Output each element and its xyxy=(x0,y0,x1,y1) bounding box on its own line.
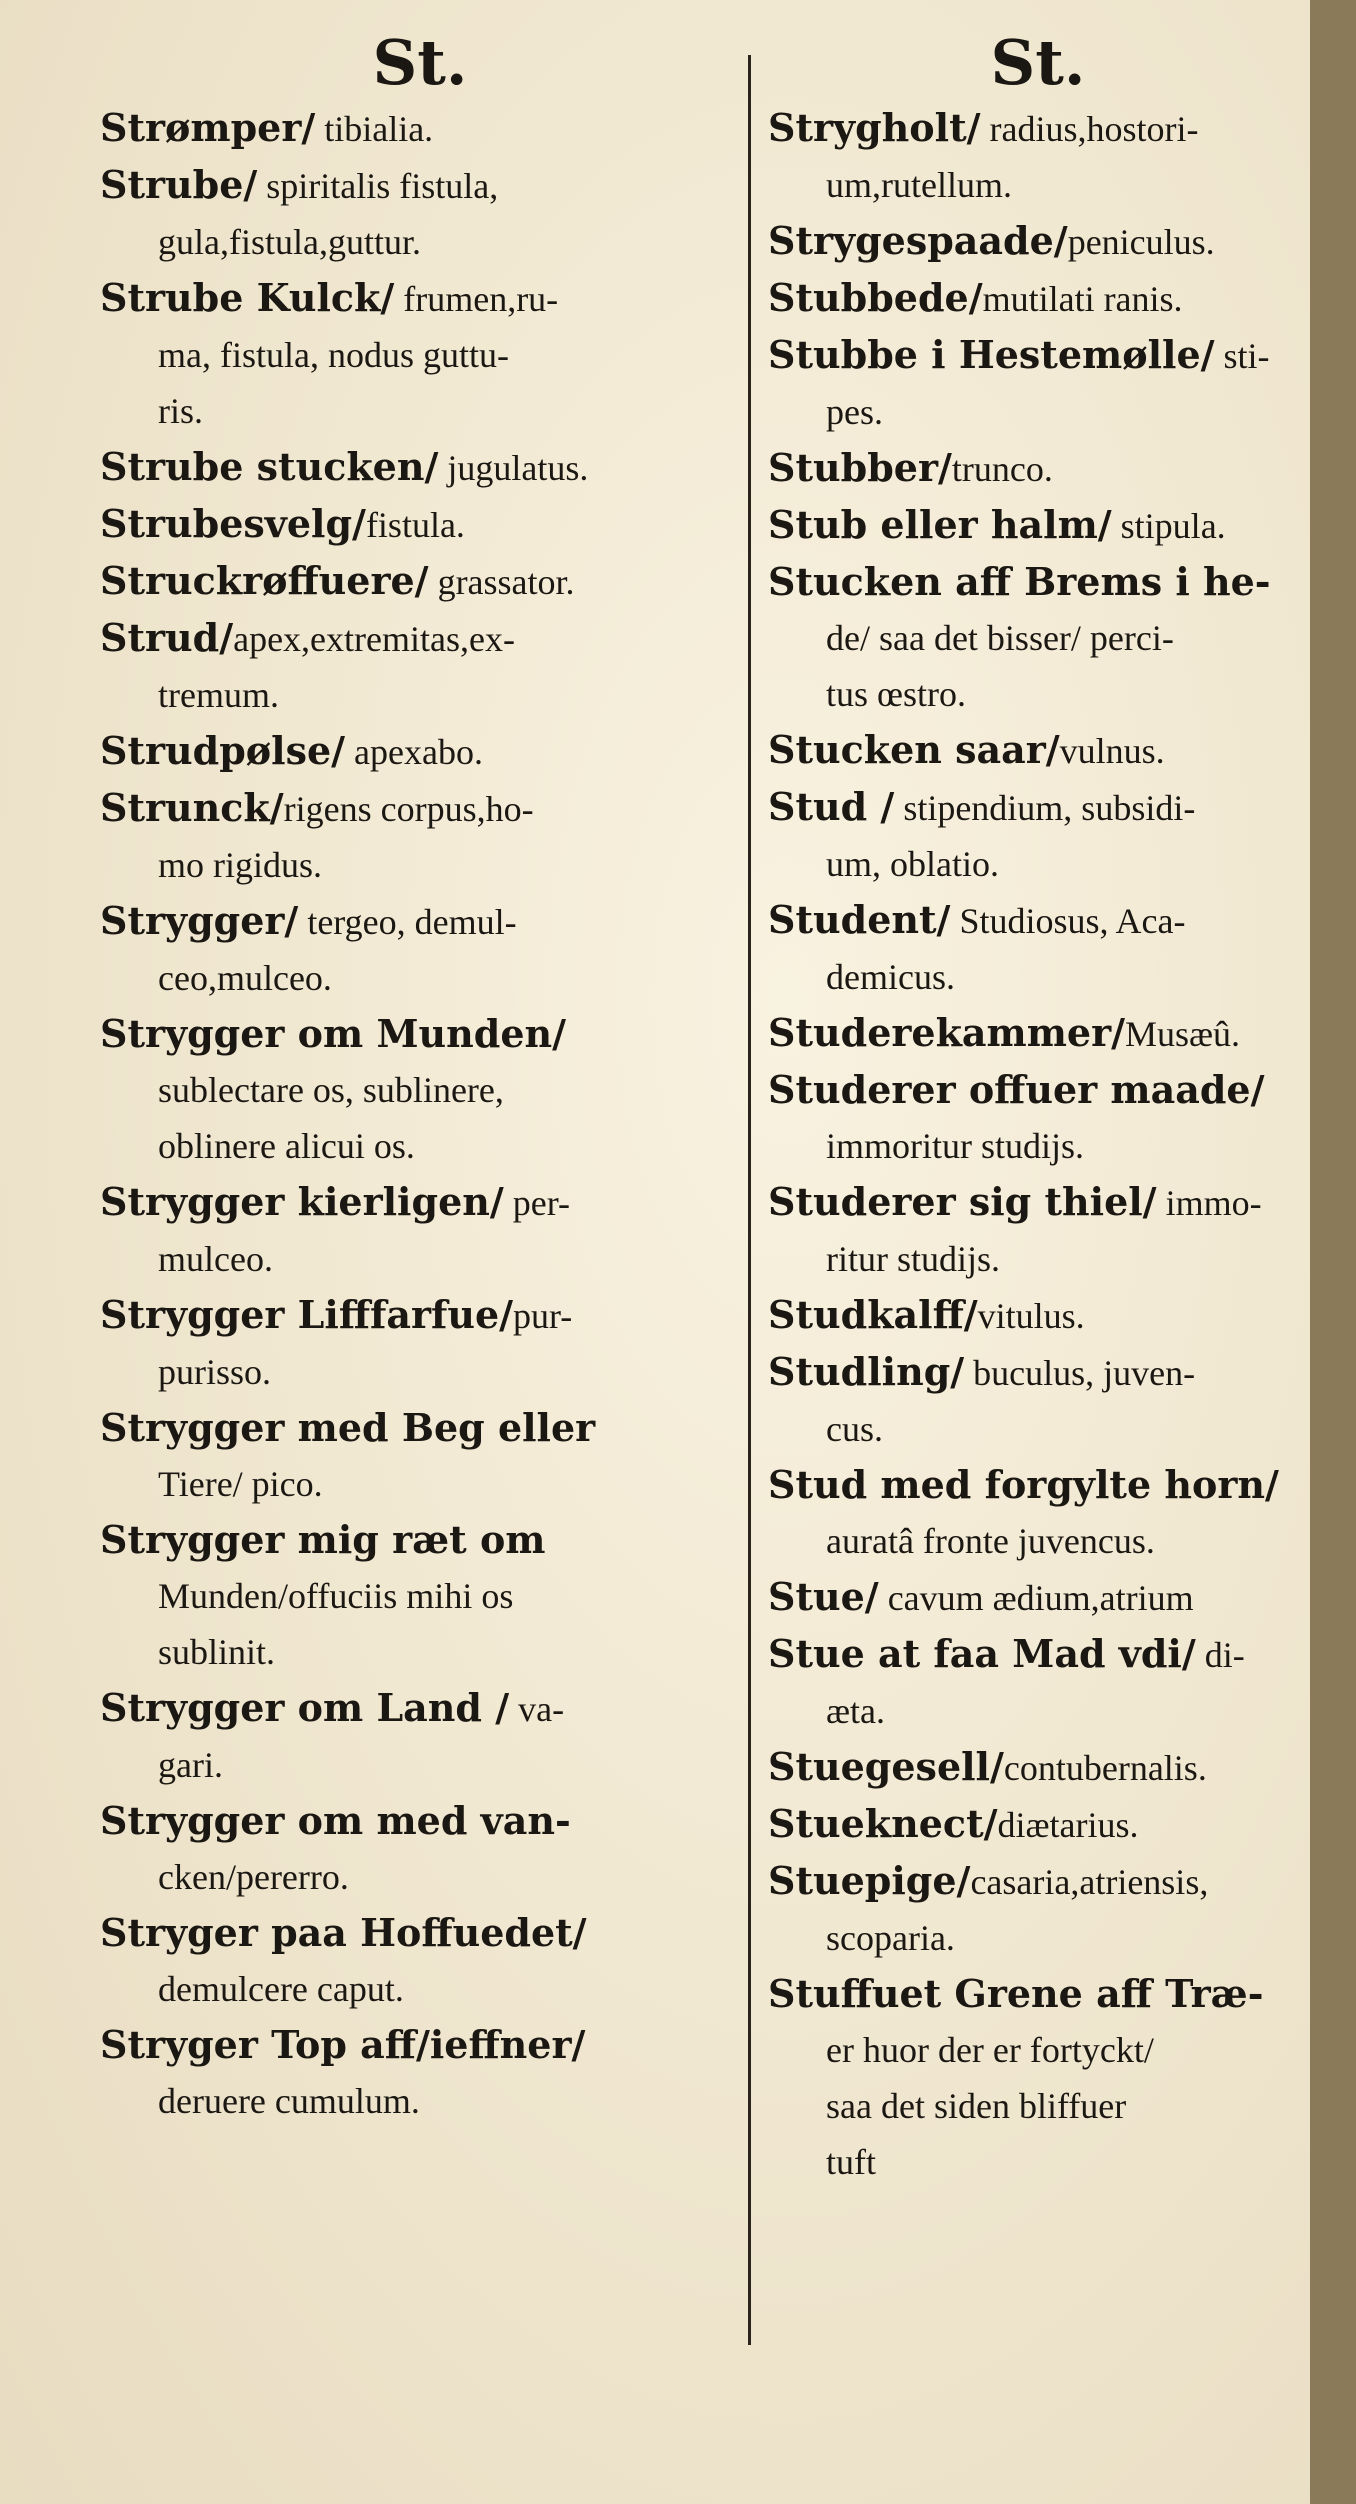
latin-gloss: grassator. xyxy=(428,562,575,602)
latin-gloss: ma, fistula, nodus guttu- xyxy=(158,335,509,375)
dictionary-entry xyxy=(100,270,740,439)
entry-continuation xyxy=(100,1568,740,1624)
dictionary-entry xyxy=(100,1400,740,1512)
latin-gloss: va- xyxy=(509,1689,565,1729)
dictionary-entry xyxy=(100,1006,740,1174)
dictionary-entry xyxy=(768,1966,1308,2190)
entry-headline xyxy=(768,1853,1308,1910)
latin-gloss: auratâ fronte juvencus. xyxy=(826,1521,1155,1561)
page-edge xyxy=(1310,0,1356,2504)
headword: Stuffuet Grene aff Træ- xyxy=(768,1971,1264,2016)
entry-continuation xyxy=(100,383,740,439)
entry-continuation xyxy=(768,2078,1308,2134)
entry-continuation xyxy=(100,327,740,383)
entry-continuation xyxy=(100,1737,740,1793)
latin-gloss: sublectare os, sublinere, xyxy=(158,1070,504,1110)
entry-headline xyxy=(100,1006,740,1062)
left-column xyxy=(100,28,740,2129)
headword: Studling/ xyxy=(768,1349,965,1394)
latin-gloss: demicus. xyxy=(826,957,955,997)
dictionary-entry xyxy=(768,1287,1308,1344)
entry-headline xyxy=(768,554,1308,610)
entry-headline xyxy=(100,610,740,667)
latin-gloss: er huor der er fortyckt/ xyxy=(826,2030,1154,2070)
latin-gloss: per- xyxy=(503,1183,570,1223)
entry-headline xyxy=(100,1680,740,1737)
entry-continuation xyxy=(768,1513,1308,1569)
entry-headline xyxy=(100,1287,740,1344)
entry-headline xyxy=(768,440,1308,497)
latin-gloss: vitulus. xyxy=(977,1296,1085,1336)
headword: Strømper/ xyxy=(100,105,316,150)
latin-gloss: vulnus. xyxy=(1059,731,1165,771)
entry-headline xyxy=(768,1739,1308,1796)
latin-gloss: gari. xyxy=(158,1745,223,1785)
latin-gloss: fistula. xyxy=(365,505,465,545)
dictionary-entry xyxy=(768,1569,1308,1626)
entry-headline xyxy=(100,723,740,780)
headword: Strube Kulck/ xyxy=(100,275,395,320)
latin-gloss: apexabo. xyxy=(345,732,483,772)
latin-gloss: mutilati ranis. xyxy=(982,279,1183,319)
headword: Stryger paa Hoffuedet/ xyxy=(100,1910,587,1955)
entry-continuation xyxy=(100,667,740,723)
entry-continuation xyxy=(768,610,1308,666)
dictionary-entry xyxy=(768,497,1308,554)
latin-gloss: immo- xyxy=(1156,1183,1262,1223)
right-running-head: St. xyxy=(990,26,1086,99)
latin-gloss: radius,hostori- xyxy=(980,109,1199,149)
latin-gloss: apex,extremitas,ex- xyxy=(233,619,515,659)
dictionary-entry xyxy=(100,553,740,610)
latin-gloss: tremum. xyxy=(158,675,279,715)
headword: Strube stucken/ xyxy=(100,444,439,489)
latin-gloss: demulcere caput. xyxy=(158,1969,404,2009)
latin-gloss: casaria,atriensis, xyxy=(970,1862,1209,1902)
dictionary-entry xyxy=(768,1739,1308,1796)
entry-continuation xyxy=(768,384,1308,440)
latin-gloss: spiritalis fistula, xyxy=(257,166,499,206)
latin-gloss: stipula. xyxy=(1111,506,1226,546)
latin-gloss: Studiosus, Aca- xyxy=(950,901,1186,941)
latin-gloss: buculus, juven- xyxy=(964,1353,1196,1393)
latin-gloss: tus œstro. xyxy=(826,674,967,714)
dictionary-entry xyxy=(768,722,1308,779)
dictionary-entry xyxy=(768,1344,1308,1457)
headword: Strygger/ xyxy=(100,898,299,943)
entry-continuation xyxy=(100,950,740,1006)
headword: Student/ xyxy=(768,897,951,942)
latin-gloss: immoritur studijs. xyxy=(826,1126,1085,1166)
latin-gloss: di- xyxy=(1195,1635,1245,1675)
entry-headline xyxy=(768,213,1308,270)
entry-headline xyxy=(768,1966,1308,2022)
entry-headline xyxy=(768,1626,1308,1683)
dictionary-entry xyxy=(100,157,740,270)
dictionary-entry xyxy=(768,1457,1308,1569)
dictionary-entry xyxy=(768,1174,1308,1287)
headword: Stucken saar/ xyxy=(768,727,1060,772)
dictionary-entry xyxy=(768,1626,1308,1739)
latin-gloss: Tiere/ pico. xyxy=(158,1464,323,1504)
headword: Stubbede/ xyxy=(768,275,983,320)
latin-gloss: tergeo, demul- xyxy=(298,902,517,942)
entry-headline xyxy=(100,2017,740,2073)
dictionary-entry xyxy=(100,100,740,157)
dictionary-entry xyxy=(768,554,1308,722)
headword: Studerer sig thiel/ xyxy=(768,1179,1157,1224)
latin-gloss: pes. xyxy=(826,392,883,432)
dictionary-entry xyxy=(768,100,1308,213)
column-divider xyxy=(748,55,751,2345)
entry-continuation xyxy=(100,2073,740,2129)
entry-continuation xyxy=(100,1344,740,1400)
latin-gloss: jugulatus. xyxy=(438,448,589,488)
entry-continuation xyxy=(768,1910,1308,1966)
entry-continuation xyxy=(768,949,1308,1005)
entry-headline xyxy=(768,1796,1308,1853)
latin-gloss: oblinere alicui os. xyxy=(158,1126,415,1166)
headword: Strygger kierligen/ xyxy=(100,1179,504,1224)
headword: Studerekammer/ xyxy=(768,1010,1126,1055)
entry-headline xyxy=(768,1287,1308,1344)
dictionary-entry xyxy=(768,1796,1308,1853)
dictionary-entry xyxy=(100,496,740,553)
entry-continuation xyxy=(100,1456,740,1512)
headword: Studerer offuer maade/ xyxy=(768,1067,1265,1112)
latin-gloss: sti- xyxy=(1214,336,1270,376)
entry-continuation xyxy=(100,1624,740,1680)
dictionary-entry xyxy=(100,439,740,496)
latin-gloss: tuft xyxy=(826,2142,876,2182)
entry-continuation xyxy=(768,1118,1308,1174)
headword: Stud med forgylte horn/ xyxy=(768,1462,1279,1507)
latin-gloss: trunco. xyxy=(951,449,1053,489)
entry-headline xyxy=(768,722,1308,779)
entry-headline xyxy=(100,1400,740,1456)
dictionary-entry xyxy=(100,1174,740,1287)
latin-gloss: ris. xyxy=(158,391,203,431)
headword: Stub eller halm/ xyxy=(768,502,1112,547)
entry-headline xyxy=(100,553,740,610)
latin-gloss: Munden/offuciis mihi os xyxy=(158,1576,514,1616)
headword: Strubesvelg/ xyxy=(100,501,366,546)
dictionary-entry xyxy=(100,723,740,780)
headword: Strube/ xyxy=(100,162,258,207)
headword: Stueknect/ xyxy=(768,1801,998,1846)
headword: Strygholt/ xyxy=(768,105,981,150)
dictionary-entry xyxy=(768,270,1308,327)
entry-headline xyxy=(100,1512,740,1568)
headword: Stryger Top aff/ieffner/ xyxy=(100,2022,586,2067)
entry-headline xyxy=(100,496,740,553)
headword: Strygger om med van- xyxy=(100,1798,571,1843)
left-running-head: St. xyxy=(372,26,468,99)
dictionary-entry xyxy=(100,1905,740,2017)
entry-headline xyxy=(768,327,1308,384)
headword: Stubbe i Hestemølle/ xyxy=(768,332,1215,377)
headword: Stue at faa Mad vdi/ xyxy=(768,1631,1196,1676)
entry-continuation xyxy=(100,1062,740,1118)
entry-headline xyxy=(768,1062,1308,1118)
entry-headline xyxy=(768,270,1308,327)
entry-continuation xyxy=(100,214,740,270)
right-column xyxy=(768,28,1308,2190)
entry-headline xyxy=(100,100,740,157)
dictionary-entry xyxy=(100,1512,740,1680)
headword: Strygger med Beg eller xyxy=(100,1405,596,1450)
latin-gloss: æta. xyxy=(826,1691,885,1731)
entry-headline xyxy=(100,893,740,950)
dictionary-entry xyxy=(100,893,740,1006)
latin-gloss: ritur studijs. xyxy=(826,1239,1001,1279)
entry-headline xyxy=(768,100,1308,157)
dictionary-entry xyxy=(768,327,1308,440)
entry-headline xyxy=(768,1005,1308,1062)
entry-headline xyxy=(100,1793,740,1849)
dictionary-entry xyxy=(100,1793,740,1905)
latin-gloss: mo rigidus. xyxy=(158,845,323,885)
entry-continuation xyxy=(100,837,740,893)
entry-headline xyxy=(768,1569,1308,1626)
latin-gloss: saa det siden bliffuer xyxy=(826,2086,1127,2126)
entry-continuation xyxy=(100,1961,740,2017)
entry-headline xyxy=(768,497,1308,554)
dictionary-entry xyxy=(768,213,1308,270)
headword: Strygger om Munden/ xyxy=(100,1011,567,1056)
entry-continuation xyxy=(100,1231,740,1287)
entry-headline xyxy=(768,1174,1308,1231)
entry-headline xyxy=(100,270,740,327)
latin-gloss: um, oblatio. xyxy=(826,844,999,884)
latin-gloss: contubernalis. xyxy=(1003,1748,1207,1788)
headword: Stucken aff Brems i he- xyxy=(768,559,1271,604)
entry-continuation xyxy=(768,1401,1308,1457)
dictionary-entry xyxy=(100,780,740,893)
latin-gloss: cken/pererro. xyxy=(158,1857,349,1897)
headword: Strygespaade/ xyxy=(768,218,1068,263)
headword: Studkalff/ xyxy=(768,1292,978,1337)
latin-gloss: stipendium, subsidi- xyxy=(894,788,1196,828)
entry-headline xyxy=(100,1174,740,1231)
dictionary-entry xyxy=(100,1680,740,1793)
entry-headline xyxy=(768,892,1308,949)
latin-gloss: de/ saa det bisser/ perci- xyxy=(826,618,1174,658)
dictionary-entry xyxy=(768,1062,1308,1174)
entry-continuation xyxy=(100,1118,740,1174)
latin-gloss: cus. xyxy=(826,1409,883,1449)
latin-gloss: gula,fistula,guttur. xyxy=(158,222,421,262)
latin-gloss: scoparia. xyxy=(826,1918,955,1958)
headword: Strygger om Land / xyxy=(100,1685,510,1730)
headword: Stubber/ xyxy=(768,445,952,490)
headword: Strygger Lifffarfue/ xyxy=(100,1292,514,1337)
entry-headline xyxy=(100,439,740,496)
entry-headline xyxy=(768,1457,1308,1513)
latin-gloss: sublinit. xyxy=(158,1632,276,1672)
entry-continuation xyxy=(768,2134,1308,2190)
latin-gloss: frumen,ru- xyxy=(394,279,559,319)
latin-gloss: Musæû. xyxy=(1125,1014,1241,1054)
entry-continuation xyxy=(768,1683,1308,1739)
headword: Strygger mig ræt om xyxy=(100,1517,546,1562)
latin-gloss: deruere cumulum. xyxy=(158,2081,420,2121)
headword: Strunck/ xyxy=(100,785,284,830)
dictionary-entry xyxy=(768,440,1308,497)
headword: Stuepige/ xyxy=(768,1858,971,1903)
entry-headline xyxy=(768,1344,1308,1401)
entry-continuation xyxy=(768,666,1308,722)
entry-continuation xyxy=(768,157,1308,213)
dictionary-entry xyxy=(768,892,1308,1005)
dictionary-entry xyxy=(100,610,740,723)
entry-headline xyxy=(768,779,1308,836)
entry-continuation xyxy=(768,1231,1308,1287)
latin-gloss: tibialia. xyxy=(315,109,434,149)
entry-continuation xyxy=(768,2022,1308,2078)
dictionary-entry xyxy=(768,1853,1308,1966)
dictionary-entry xyxy=(768,779,1308,892)
latin-gloss: cavum ædium,atrium xyxy=(878,1578,1194,1618)
entry-headline xyxy=(100,780,740,837)
dictionary-entry xyxy=(100,2017,740,2129)
dictionary-entry xyxy=(100,1287,740,1400)
latin-gloss: mulceo. xyxy=(158,1239,273,1279)
latin-gloss: pur- xyxy=(513,1296,573,1336)
latin-gloss: diætarius. xyxy=(997,1805,1139,1845)
entry-headline xyxy=(100,157,740,214)
headword: Strudpølse/ xyxy=(100,728,346,773)
entry-continuation xyxy=(768,836,1308,892)
latin-gloss: rigens corpus,ho- xyxy=(283,789,534,829)
latin-gloss: purisso. xyxy=(158,1352,272,1392)
headword: Strud/ xyxy=(100,615,234,660)
latin-gloss: peniculus. xyxy=(1067,222,1215,262)
latin-gloss: um,rutellum. xyxy=(826,165,1012,205)
entry-headline xyxy=(100,1905,740,1961)
latin-gloss: ceo,mulceo. xyxy=(158,958,332,998)
entry-continuation xyxy=(100,1849,740,1905)
headword: Stud / xyxy=(768,784,895,829)
headword: Struckrøffuere/ xyxy=(100,558,429,603)
headword: Stuegesell/ xyxy=(768,1744,1004,1789)
headword: Stue/ xyxy=(768,1574,879,1619)
dictionary-entry xyxy=(768,1005,1308,1062)
